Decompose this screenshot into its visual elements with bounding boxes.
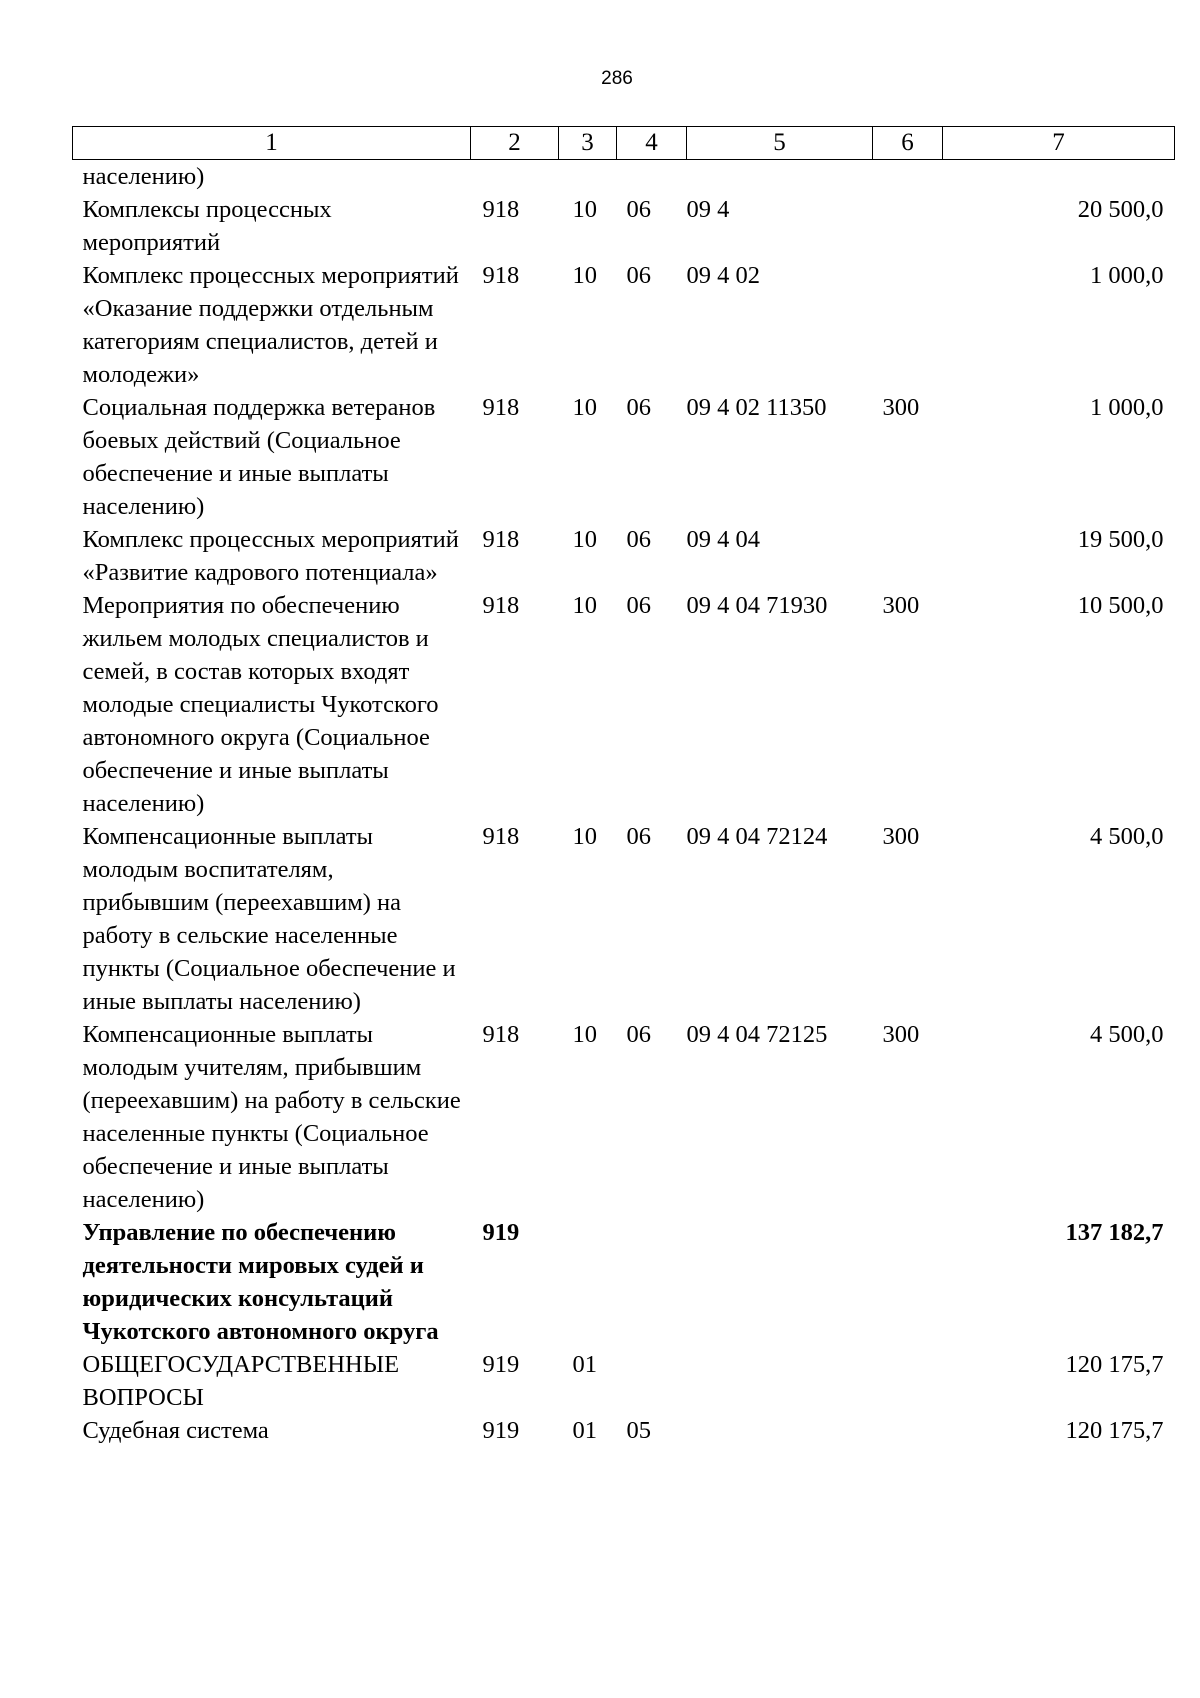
row-name: Компенсационные выплаты молодым учителям, прибывшим (переехавшим) на работу в сельские населенные пункты (Социальное обеспечение и иные выплаты населению): [82, 1021, 461, 1213]
row-csr: 09 4 04 72125: [686, 1021, 828, 1048]
row-sum: 4 500,0: [1090, 823, 1164, 850]
table-row: [73, 1018, 1175, 1216]
row-name: Судебная система: [82, 1417, 269, 1444]
row-name: Комплекс процессных мероприятий «Оказание поддержки отдельным категориям специалистов, детей и молодежи»: [82, 262, 459, 388]
row-sum: 10 500,0: [1077, 592, 1164, 619]
table-row: [73, 589, 1175, 820]
column-header: 6: [873, 127, 943, 160]
row-rz: 01: [572, 1351, 597, 1378]
row-gr: 918: [482, 823, 520, 850]
row-rz: 10: [572, 526, 597, 553]
row-rz: [559, 160, 617, 194]
row-pr: 06: [626, 1021, 651, 1048]
row-vr: [873, 193, 943, 259]
row-gr: 918: [482, 1021, 520, 1048]
row-vr: 300: [882, 1021, 920, 1048]
row-csr: 09 4: [686, 196, 730, 223]
row-name: Комплекс процессных мероприятий «Развитие кадрового потенциала»: [82, 526, 459, 586]
column-header: 1: [73, 127, 471, 160]
row-rz: 10: [572, 262, 597, 289]
row-csr: 09 4 04 72124: [686, 823, 828, 850]
row-pr: 06: [626, 262, 651, 289]
row-gr: 918: [482, 526, 520, 553]
row-vr: [873, 1414, 943, 1447]
table-row: [73, 259, 1175, 391]
row-name: Управление по обеспечению деятельности мировых судей и юридических консультаций Чукотского автономного округа: [82, 1219, 439, 1345]
row-pr: 06: [626, 394, 651, 421]
row-sum: 1 000,0: [1090, 262, 1164, 289]
row-csr: [687, 1414, 873, 1447]
row-gr: 918: [482, 262, 520, 289]
row-sum: 120 175,7: [1065, 1417, 1164, 1444]
row-csr: 09 4 02 11350: [686, 394, 827, 421]
table-row: [73, 523, 1175, 589]
row-sum: 120 175,7: [1065, 1351, 1164, 1378]
row-vr: 300: [882, 823, 920, 850]
row-sum: 1 000,0: [1090, 394, 1164, 421]
column-header: 3: [559, 127, 617, 160]
row-gr: 919: [482, 1351, 520, 1378]
row-vr: 300: [882, 394, 920, 421]
table-row: [73, 1414, 1175, 1447]
row-gr: 918: [482, 196, 520, 223]
row-pr: 06: [626, 823, 651, 850]
page-number: 286: [601, 68, 633, 89]
row-pr: 06: [626, 526, 651, 553]
row-name: Социальная поддержка ветеранов боевых действий (Социальное обеспечение и иные выплаты населению): [82, 394, 436, 520]
column-header: 4: [617, 127, 687, 160]
row-sum: 19 500,0: [1077, 526, 1164, 553]
row-rz: 10: [572, 592, 597, 619]
row-csr: 09 4 02: [686, 262, 760, 289]
row-sum: [943, 160, 1175, 194]
row-vr: [873, 523, 943, 589]
row-vr: [873, 259, 943, 391]
row-sum: 4 500,0: [1090, 1021, 1164, 1048]
row-rz: 10: [572, 823, 597, 850]
row-sum: 20 500,0: [1077, 196, 1164, 223]
table-row-bold: [73, 1216, 1175, 1348]
row-rz: 01: [572, 1417, 597, 1444]
row-pr: 06: [626, 592, 651, 619]
row-csr: [687, 160, 873, 194]
budget-table: [72, 126, 1175, 1447]
row-csr: [687, 1216, 873, 1348]
row-gr: 919: [482, 1219, 520, 1246]
row-csr: [687, 1348, 873, 1414]
row-vr: [873, 1216, 943, 1348]
row-csr: 09 4 04: [686, 526, 760, 553]
table-row: [73, 193, 1175, 259]
table-row: [73, 391, 1175, 523]
row-vr: 300: [882, 592, 920, 619]
column-number-header: [73, 127, 1175, 160]
column-header: 5: [687, 127, 873, 160]
row-pr: 05: [626, 1417, 651, 1444]
row-pr: [617, 1216, 687, 1348]
row-name: населению): [82, 163, 205, 190]
row-name: Комплексы процессных мероприятий: [82, 196, 332, 256]
row-gr: 918: [482, 394, 520, 421]
row-rz: 10: [572, 196, 597, 223]
row-name: ОБЩЕГОСУДАРСТВЕННЫЕ ВОПРОСЫ: [82, 1351, 400, 1411]
row-csr: 09 4 04 71930: [686, 592, 828, 619]
row-pr: 06: [626, 196, 651, 223]
column-header: 2: [471, 127, 559, 160]
row-rz: [559, 1216, 617, 1348]
row-name: Мероприятия по обеспечению жильем молодых специалистов и семей, в состав которых входят молодые специалисты Чукотского автономного округа (Социальное обеспечение и иные выплаты населению): [82, 592, 439, 817]
table-row: [73, 160, 1175, 194]
row-vr: [873, 160, 943, 194]
row-pr: [617, 1348, 687, 1414]
row-gr: 919: [482, 1417, 520, 1444]
row-rz: 10: [572, 394, 597, 421]
row-name: Компенсационные выплаты молодым воспитателям, прибывшим (переехавшим) на работу в сельские населенные пункты (Социальное обеспечение и иные выплаты населению): [82, 823, 456, 1015]
row-vr: [873, 1348, 943, 1414]
table-row: [73, 1348, 1175, 1414]
table-row: [73, 820, 1175, 1018]
row-gr: 918: [482, 592, 520, 619]
row-rz: 10: [572, 1021, 597, 1048]
row-gr: [471, 160, 559, 194]
row-pr: [617, 160, 687, 194]
row-sum: 137 182,7: [1065, 1219, 1164, 1246]
column-header: 7: [943, 127, 1175, 160]
table-body: [73, 160, 1175, 1448]
